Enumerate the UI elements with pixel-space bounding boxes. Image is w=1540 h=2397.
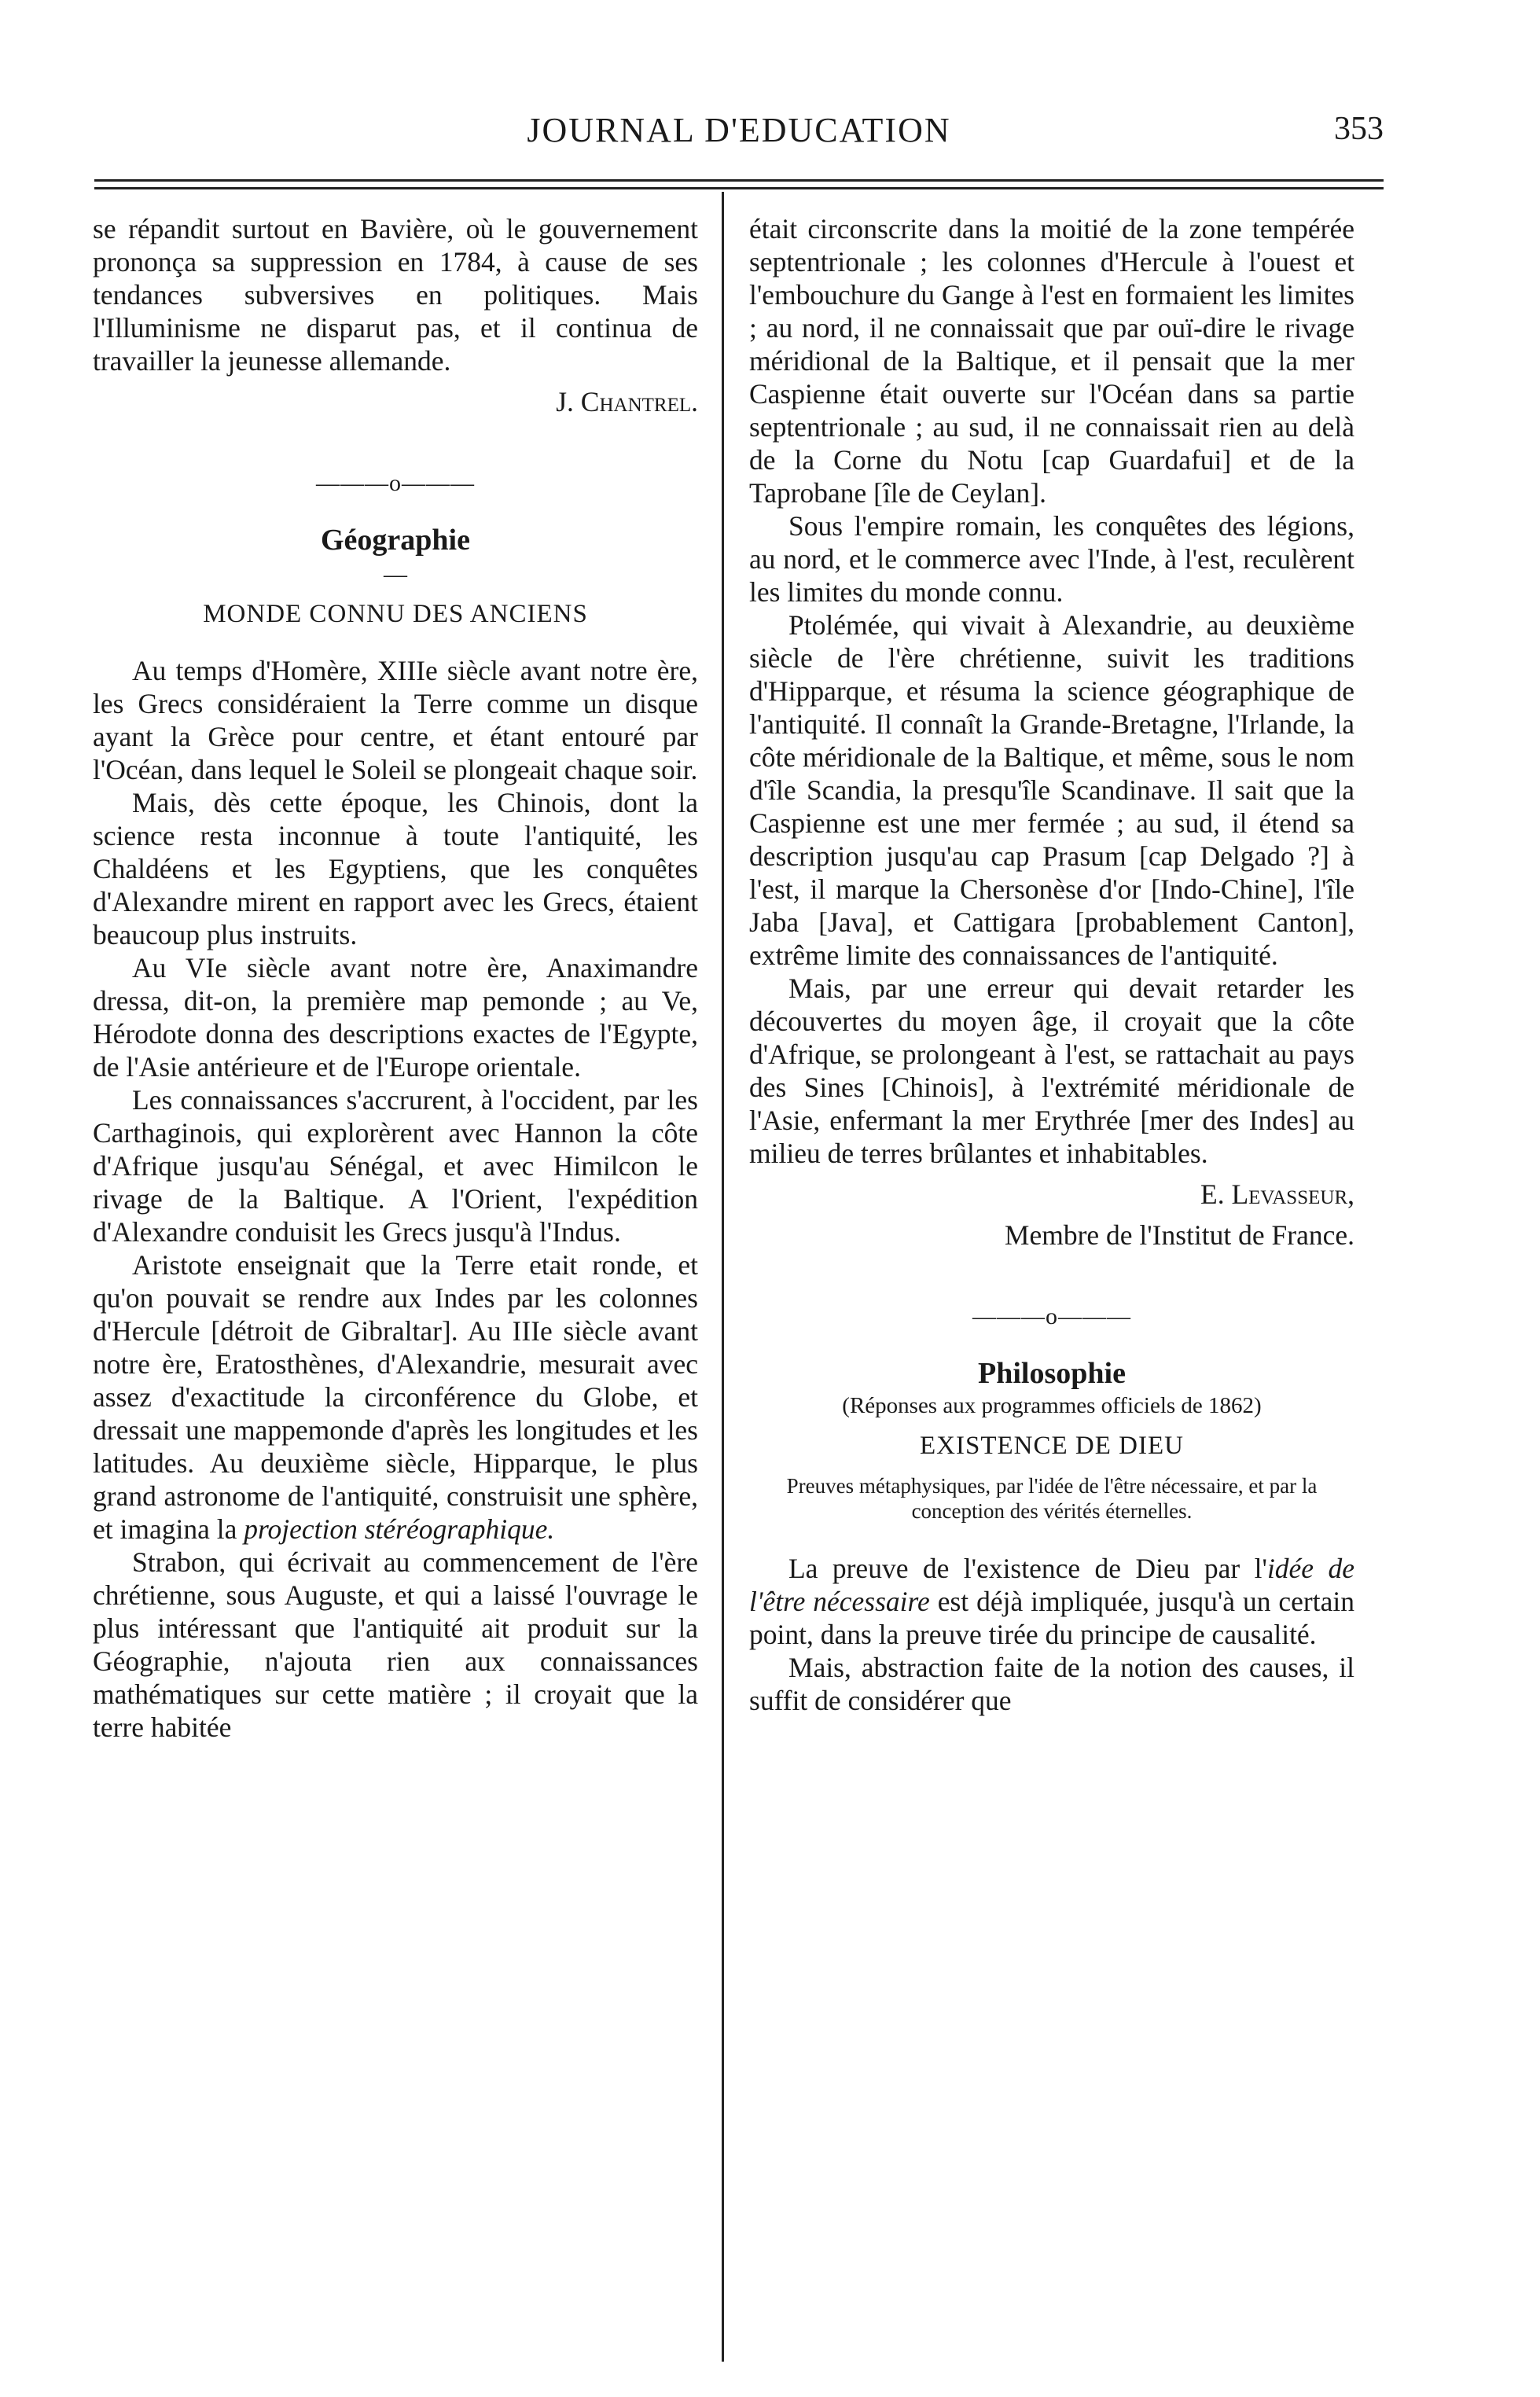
signature-levasseur: E. Levasseur,	[1200, 1178, 1354, 1210]
paragraph: Ptolémée, qui vivait à Alexandrie, au deuxième siècle de l'ère chrétienne, suivit les traditions d'Hipparque, et résuma la science géographique de l'antiquité. Il connaît la Grande-Bretagne, l'Irlande, la côte méridionale de la Baltique, et même, sous le nom d'île Scandia, la presqu'île Scandinave. Il sait que la Caspienne est une mer fermée ; au sud, il étend sa description jusqu'au cap Prasum [cap Delgado ?] à l'est, il marque la Chersonèse d'or [Indo-Chine], l'île Jaba [Java], et Cattigara [probablement Canton], extrême limite des connaissances de l'antiquité.	[749, 609, 1354, 971]
right-column	[749, 212, 1354, 1717]
paragraph: Les connaissances s'accrurent, à l'occident, par les Carthaginois, qui explorèrent avec Hannon la côte d'Afrique jusqu'au Sénégal, et avec Himilcon le rivage de la Baltique. A l'Orient, l'expédition d'Alexandre conduisit les Grecs jusqu'à l'Indus.	[93, 1084, 698, 1248]
paragraph: se répandit surtout en Bavière, où le gouvernement prononça sa suppression en 1784, à cause de ses tendances subversives en politiques. Mais l'Illuminisme ne disparut pas, et il continua de travailler la jeunesse allemande.	[93, 213, 698, 377]
running-header	[94, 110, 1384, 157]
article-subtitle: Preuves métaphysiques, par l'idée de l'être nécessaire, et par la conception des vérités éternelles.	[786, 1474, 1318, 1523]
signature-affiliation: Membre de l'Institut de France.	[1004, 1219, 1354, 1251]
paragraph-text: La preuve de l'existence de Dieu par l'	[788, 1553, 1267, 1584]
article-title: EXISTENCE DE DIEU	[920, 1432, 1184, 1460]
article-title: MONDE CONNU DES ANCIENS	[203, 600, 588, 628]
section-title-philosophie: Philosophie	[978, 1357, 1126, 1390]
paragraph: Mais, par une erreur qui devait retarder les découvertes du moyen âge, il croyait que la côte d'Afrique, se prolongeant à l'est, se rattachait au pays des Sines [Chinois], à l'extrémité méridionale de l'Asie, enfermant la mer Erythrée [mer des Indes] au milieu de terres brûlantes et inhabitables.	[749, 972, 1354, 1169]
header-rule-top	[94, 179, 1384, 182]
italic-term: projection stéréographique.	[244, 1513, 555, 1545]
paragraph-text: Aristote enseignait que la Terre etait ronde, et qu'on pouvait se rendre aux Indes par les colonnes d'Hercule [détroit de Gibraltar]. Au IIIe siècle avant notre ère, Eratosthènes, d'Alexandrie, mesurait avec assez d'exactitude la circonférence du Globe, et dressait une mappemonde d'après les longitudes et les latitudes. Au deuxième siècle, Hipparque, le plus grand astronome de l'antiquité, construisit une sphère, et imagina la	[93, 1249, 698, 1545]
journal-title: JOURNAL D'EDUCATION	[527, 111, 951, 149]
italic-term: idée de l'être nécessaire	[749, 1553, 1354, 1617]
paragraph: Sous l'empire romain, les conquêtes des légions, au nord, et le commerce avec l'Inde, à l'est, reculèrent les limites du monde connu.	[749, 510, 1354, 608]
paragraph: Mais, dès cette époque, les Chinois, dont la science resta inconnue à toute l'antiquité, les Chaldéens et les Egyptiens, que les conquêtes d'Alexandre mirent en rapport avec les Grecs, étaient beaucoup plus instruits.	[93, 787, 698, 950]
section-title-geographie: Géographie	[321, 524, 470, 557]
section-separator: ———o———	[316, 470, 475, 496]
paragraph: Au VIe siècle avant notre ère, Anaximandre dressa, dit-on, la première map pemonde ; au Ve, Hérodote donna des descriptions exactes de l'Egypte, de l'Asie antérieure et de l'Europe orientale.	[93, 952, 698, 1083]
paragraph-text: est déjà impliquée, jusqu'à un certain point, dans la preuve tirée du principe de causalité.	[749, 1586, 1354, 1650]
title-dash: —	[384, 561, 407, 587]
paragraph: était circonscrite dans la moitié de la zone tempérée septentrionale ; les colonnes d'Hercule à l'ouest et l'embouchure du Gange à l'est en formaient les limites ; au nord, il ne connaissait que par ouï-dire le rivage méridional de la Baltique, et il pensait que la mer Caspienne était ouverte sur l'Océan dans sa partie septentrionale ; au sud, il ne connaissait rien au delà de la Corne du Notu [cap Guardafui] et de la Taprobane [île de Ceylan].	[749, 213, 1354, 509]
signature-chantrel: J. Chantrel.	[556, 386, 698, 417]
header-rule-bottom	[94, 187, 1384, 189]
paragraph	[93, 1248, 698, 1546]
left-column	[93, 212, 698, 1744]
column-divider	[722, 192, 724, 2362]
paragraph: Strabon, qui écrivait au commencement de l'ère chrétienne, sous Auguste, et qui a laissé l'ouvrage le plus intéressant que l'antiquité ait produit sur la Géographie, n'ajouta rien aux connaissances mathématiques sur cette matière ; il croyait que la terre habitée	[93, 1546, 698, 1743]
section-note: (Réponses aux programmes officiels de 1862)	[842, 1393, 1262, 1418]
paragraph: Au temps d'Homère, XIIIe siècle avant notre ère, les Grecs considéraient la Terre comme un disque ayant la Grèce pour centre, et étant entouré par l'Océan, dans lequel le Soleil se plongeait chaque soir.	[93, 655, 698, 785]
page-number: 353	[1334, 111, 1384, 147]
paragraph	[749, 1552, 1354, 1651]
section-separator: ———o———	[972, 1303, 1131, 1329]
paragraph: Mais, abstraction faite de la notion des causes, il suffit de considérer que	[749, 1652, 1354, 1716]
